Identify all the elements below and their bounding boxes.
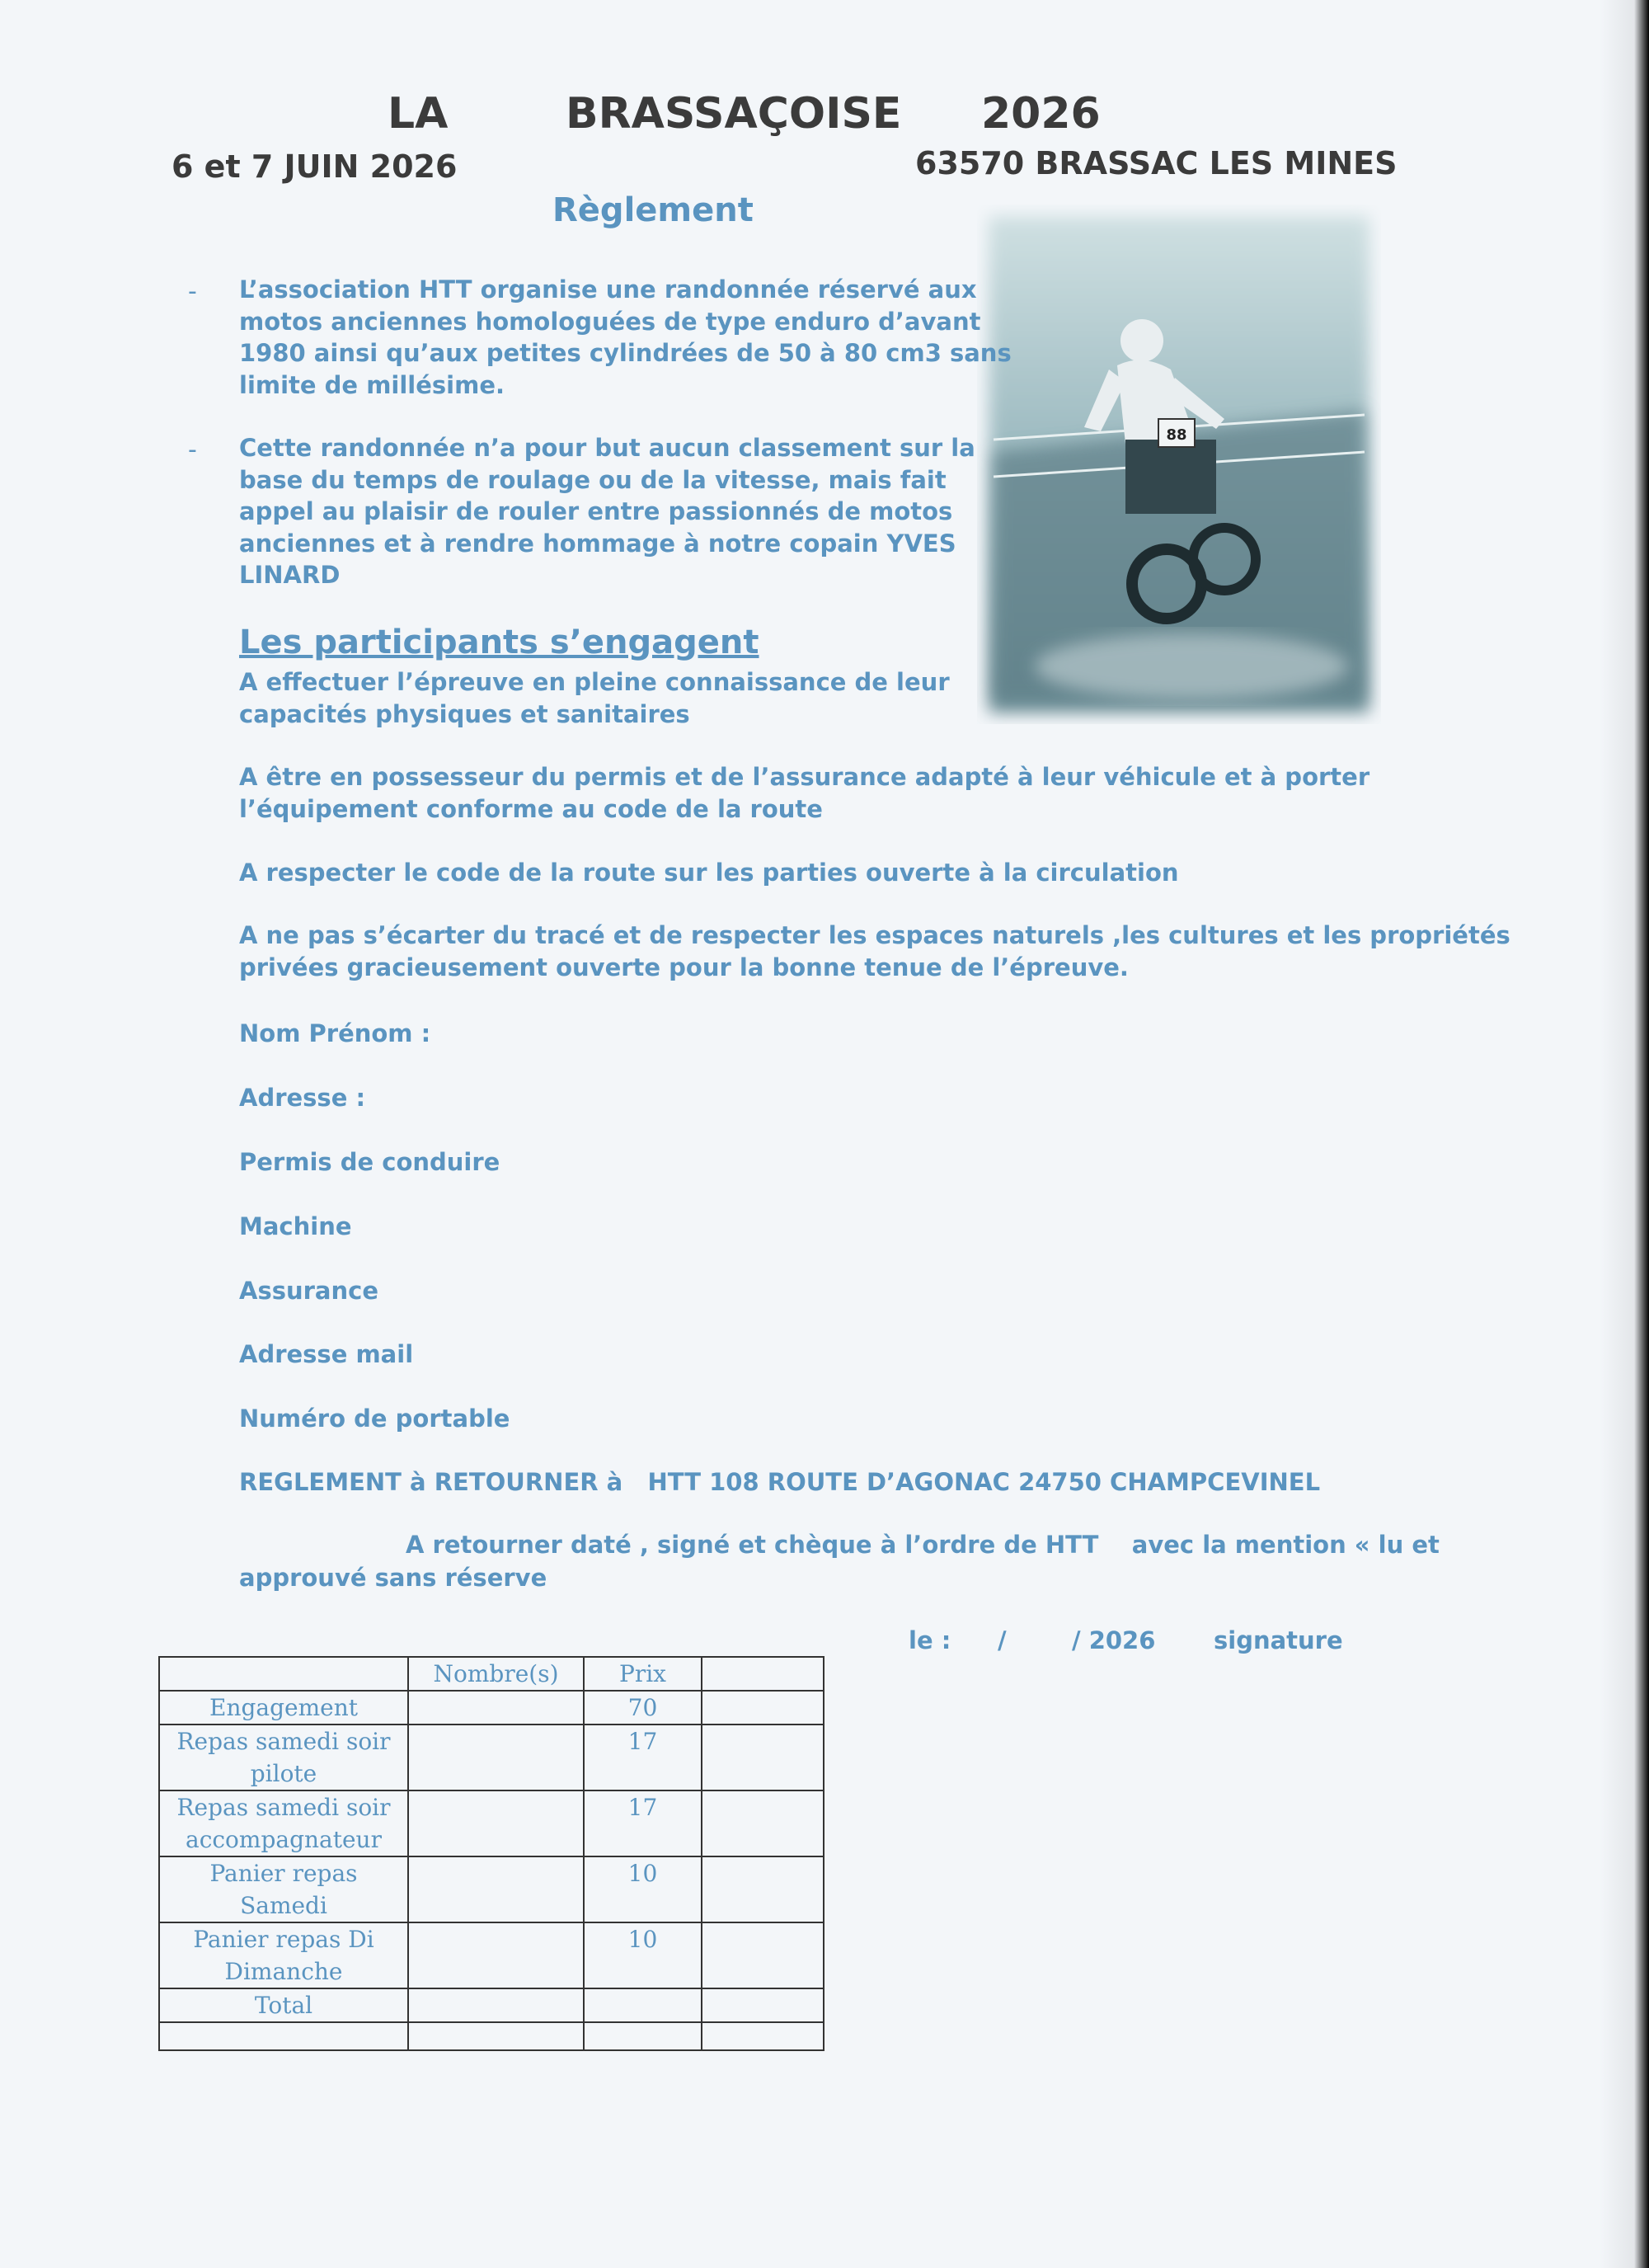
table-header-row xyxy=(159,1657,824,1691)
signature-label: signature xyxy=(1214,1626,1343,1654)
table-header-cell: Prix xyxy=(584,1657,702,1691)
table-row xyxy=(159,1790,824,1856)
quantity-cell[interactable] xyxy=(408,1922,584,1988)
return-note-line-2: approuvé sans réserve xyxy=(239,1564,547,1592)
empty-cell[interactable] xyxy=(702,2022,824,2050)
price-cell: 17 xyxy=(584,1725,702,1790)
empty-cell xyxy=(584,2022,702,2050)
enduro-rider-photo xyxy=(977,205,1381,724)
event-dates: 6 et 7 JUIN 2026 xyxy=(171,148,458,185)
fees-table xyxy=(158,1656,824,2051)
amount-cell[interactable] xyxy=(702,1790,824,1856)
svg-text:88: 88 xyxy=(1166,426,1187,444)
bullet-dash: - xyxy=(188,277,197,306)
scan-edge xyxy=(1600,0,1649,2268)
table-row xyxy=(159,1856,824,1922)
quantity-cell[interactable] xyxy=(408,1988,584,2022)
field-insurance: Assurance xyxy=(239,1277,378,1305)
date-separator-1: / xyxy=(998,1626,1007,1654)
title-la: LA xyxy=(388,89,449,139)
commitment-1: A effectuer l’épreuve en pleine connaissance de leur capacités physiques et sanitaires xyxy=(239,668,950,728)
commitment-3: A respecter le code de la route sur les parties ouverte à la circulation xyxy=(239,859,1179,887)
commitment-2: A être en possesseur du permis et de l’assurance adapté à leur véhicule et à porter l’équipement conforme au code de la route xyxy=(239,763,1370,823)
quantity-cell[interactable] xyxy=(408,1725,584,1790)
table-row xyxy=(159,2022,824,2050)
price-cell: 17 xyxy=(584,1790,702,1856)
field-name: Nom Prénom : xyxy=(239,1019,431,1047)
title-year: 2026 xyxy=(981,89,1101,139)
return-address: REGLEMENT à RETOURNER à HTT 108 ROUTE D’AGONAC 24750 CHAMPCEVINEL xyxy=(239,1468,1321,1496)
price-cell: 70 xyxy=(584,1691,702,1725)
field-phone: Numéro de portable xyxy=(239,1405,510,1433)
table-row xyxy=(159,1725,824,1790)
table-row xyxy=(159,1691,824,1725)
date-separator-year: / 2026 xyxy=(1072,1626,1156,1654)
item-label: Engagement xyxy=(159,1691,408,1725)
item-label: Repas samedi soir pilote xyxy=(159,1725,408,1790)
item-label: Repas samedi soir accompagnateur xyxy=(159,1790,408,1856)
quantity-cell[interactable] xyxy=(408,1691,584,1725)
table-header-cell xyxy=(159,1657,408,1691)
commitments-title: Les participants s’engagent xyxy=(239,623,759,661)
field-machine: Machine xyxy=(239,1212,352,1240)
price-cell xyxy=(584,1988,702,2022)
intro-paragraph-1: L’association HTT organise une randonnée réservé aux motos anciennes homologuées de type enduro d’avant 1980 ainsi qu’aux petites cylindrées de 50 à 80 cm3 sans limite de millésime. xyxy=(239,275,1012,399)
quantity-cell[interactable] xyxy=(408,1856,584,1922)
bullet-dash: - xyxy=(188,435,197,464)
amount-cell[interactable] xyxy=(702,1988,824,2022)
table-row xyxy=(159,1988,824,2022)
empty-cell xyxy=(159,2022,408,2050)
field-license: Permis de conduire xyxy=(239,1148,500,1176)
section-title: Règlement xyxy=(552,191,754,229)
table-row xyxy=(159,1922,824,1988)
table-header-cell xyxy=(702,1657,824,1691)
title-name: BRASSAÇOISE xyxy=(566,89,902,139)
price-cell: 10 xyxy=(584,1922,702,1988)
amount-cell[interactable] xyxy=(702,1922,824,1988)
date-label: le : xyxy=(909,1626,951,1654)
price-cell: 10 xyxy=(584,1856,702,1922)
amount-cell[interactable] xyxy=(702,1691,824,1725)
amount-cell[interactable] xyxy=(702,1856,824,1922)
amount-cell[interactable] xyxy=(702,1725,824,1790)
quantity-cell[interactable] xyxy=(408,1790,584,1856)
table-header-cell: Nombre(s) xyxy=(408,1657,584,1691)
empty-cell[interactable] xyxy=(408,2022,584,2050)
field-address: Adresse : xyxy=(239,1084,366,1112)
item-label: Panier repas Samedi xyxy=(159,1856,408,1922)
field-email: Adresse mail xyxy=(239,1340,414,1368)
item-label: Total xyxy=(159,1988,408,2022)
item-label: Panier repas Di Dimanche xyxy=(159,1922,408,1988)
event-location: 63570 BRASSAC LES MINES xyxy=(915,145,1398,181)
commitment-4: A ne pas s’écarter du tracé et de respecter les espaces naturels ,les cultures et les propriétés privées gracieusement ouverte pour la bonne tenue de l’épreuve. xyxy=(239,921,1510,981)
return-note-line-1: A retourner daté , signé et chèque à l’ordre de HTT avec la mention « lu et xyxy=(406,1531,1440,1559)
intro-paragraph-2: Cette randonnée n’a pour but aucun classement sur la base du temps de roulage ou de la vitesse, mais fait appel au plaisir de rouler entre passionnés de motos anciennes et à rendre hommage à notre copain YVES LINARD xyxy=(239,434,975,589)
